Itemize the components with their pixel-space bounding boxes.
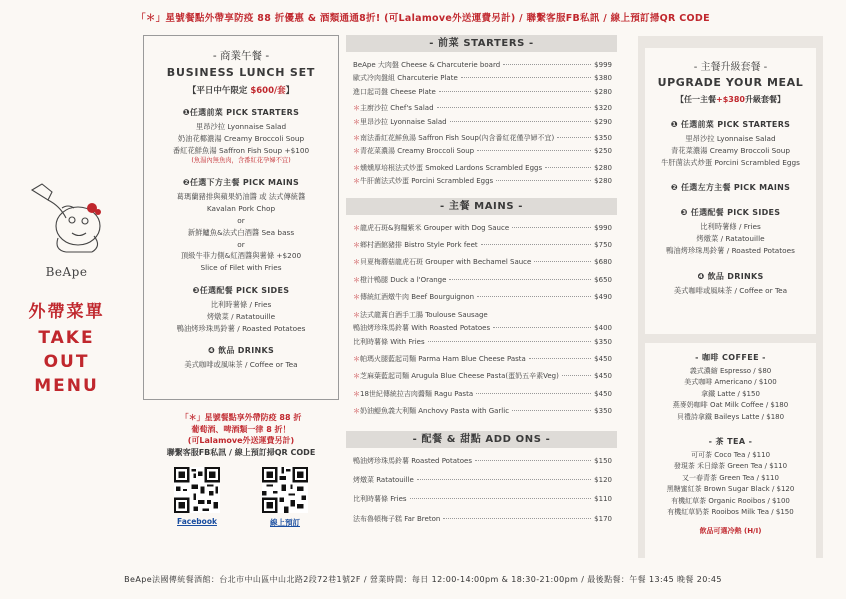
menu-item-row [346,513,617,526]
menu-item-price: $150 [594,456,612,465]
menu-item-row [346,353,617,366]
menu-item-text: 鴨油烤珍珠馬鈴薯 Roasted Potatoes [353,456,472,465]
dot-leader [417,479,591,480]
tea-header: - 茶 TEA - [708,437,753,447]
booking-link[interactable]: 線上預訂 [270,518,300,527]
list-item: Kavalan Pork Chop [206,204,276,214]
dot-leader [512,227,591,228]
lunch-subtitle [150,84,332,96]
list-item: 燕麥奶咖啡 Oat Milk Coffee / $180 [672,401,789,410]
lunch-sub-suffix: 】 [285,86,295,96]
menu-title-take: TAKE [38,328,95,348]
star-mark: ＊ [353,407,360,416]
promo-line: 葡萄酒、啤酒類一律 8 折！ [191,424,291,434]
lunch-title-zh: - 商業午餐 - [212,50,270,62]
menu-item-text: 18世紀傳統拉吉肉醬麵 Ragu Pasta [360,389,474,398]
menu-item-name [353,132,554,145]
menu-item-name [353,493,407,506]
menu-item-name [353,370,559,383]
menu-title-en [0,326,133,398]
menu-item-text: 燻燻厚培根法式炒蛋 Smoked Lardons Scrambled Eggs [360,163,543,172]
dot-leader [512,410,591,411]
brand-column [0,178,133,398]
menu-item-text: 貝夏梅蘑菇龍虎石斑 Grouper with Bechamel Sauce [360,258,532,267]
list-item: 黑糖蜜紅茶 Brown Sugar Black / $120 [666,485,795,494]
star-mark: ＊ [353,147,360,156]
dot-leader [443,518,591,519]
menu-item-price: $750 [594,241,612,250]
menu-item-row [346,145,617,158]
upgrade-step-sides: ❸ 任選配餐 PICK SIDES [680,208,781,218]
menu-item-row [346,175,617,188]
menu-item-row [346,116,617,129]
menu-item-text: 歐式冷肉盤組 Charcuterie Plate [353,74,458,83]
brand-name: BeApe [45,265,88,279]
promo-line: 「＊」星號餐點享外帶防疫 88 折 [180,413,302,422]
menu-item-name [353,322,490,335]
menu-item-name [353,72,458,85]
menu-item-text: 法布魯頓梅子糕 Far Breton [353,514,441,523]
menu-item-row [346,162,617,175]
lunch-sub-prefix: 【平日中午限定 [187,86,251,96]
addons-header: - 配餐 & 甜點 ADD ONS - [346,431,617,448]
list-item: 青花菜濃湯 Creamy Broccoli Soup [671,145,790,155]
menu-item-name [353,513,440,526]
menu-item-row [346,239,617,252]
coffee-card [645,343,816,431]
dot-leader [475,460,591,461]
list-item: 烤燉菜 / Ratatouille [206,311,276,321]
menu-item-row [346,336,617,349]
qr-row [143,467,339,528]
business-lunch-column [143,35,339,528]
starters-header: - 前菜 STARTERS - [346,35,617,52]
menu-item-text: 主廚沙拉 Chef's Salad [360,104,434,113]
list-item: 新鮮鱸魚&法式白酒醬 Sea bass [187,227,295,237]
upgrade-sub-prefix: 【任一主餐 [676,95,717,104]
list-item: 美式咖啡或風味茶 / Coffee or Tea [673,285,788,295]
mains-list [346,222,617,419]
dot-leader [477,296,591,297]
menu-item-text: 帕瑪火腿藍起司麵 Parma Ham Blue Cheese Pasta [360,354,526,363]
menu-item-price: $280 [594,163,612,172]
menu-item-row [346,322,617,335]
menu-item-text: 奶油鯷魚義大利麵 Anchovy Pasta with Garlic [360,407,510,416]
menu-item-name [353,102,434,115]
list-item: 又一春青茶 Green Tea / $110 [682,473,779,482]
menu-item-price: $450 [594,389,612,398]
star-mark: ＊ [353,177,360,186]
list-item: 發現茶 禾日綠茶 Green Tea / $110 [673,462,788,471]
menu-item-row [346,309,617,322]
star-mark: ＊ [353,310,360,319]
list-item: 美式咖啡 Americano / $100 [684,378,777,387]
list-item: 貝禮詩拿鐵 Baileys Latte / $180 [676,412,785,421]
menu-item-name [353,175,493,188]
menu-title-out: OUT [43,352,90,372]
menu-item-row [346,493,617,506]
menu-item-text: 橙汁鴨腿 Duck a l'Orange [360,275,447,284]
list-item: or [237,215,245,225]
star-mark: ＊ [353,163,360,172]
star-mark: ＊ [353,354,360,363]
upgrade-step-starters: ❶ 任選前菜 PICK STARTERS [670,120,791,129]
dot-leader [493,327,591,328]
qr-code-icon[interactable] [262,467,308,513]
a-la-carte-column [346,35,617,526]
list-item: 美式咖啡或風味茶 / Coffee or Tea [184,360,298,370]
menu-item-row [346,291,617,304]
list-item: 葛瑪蘭豬排與蘋果奶油醬 或 法式傳統醬 [176,192,306,202]
menu-item-name [353,474,414,487]
list-item: Slice of Filet with Fries [200,263,282,273]
menu-item-price: $320 [594,104,612,113]
ape-logo-icon [22,178,112,263]
starter-note: (魚湯內無魚肉，含番紅花孕婦不宜) [191,157,291,165]
upgrade-step-mains: ❷ 任選左方主餐 PICK MAINS [670,183,791,193]
menu-item-name [353,309,488,322]
list-item: 里昂沙拉 Lyonnaise Salad [195,122,287,131]
menu-item-row [346,370,617,383]
menu-item-row [346,405,617,418]
menu-item-price: $280 [594,177,612,186]
menu-item-text: 傳統紅酒燉牛肉 Beef Bourguignon [360,293,475,302]
star-mark: ＊ [353,134,360,143]
top-notice: 「＊」星號餐點外帶享防疫 88 折優惠 & 酒類通通8折! (可Lalamove外送運費另計) / 聯繫客服FB私訊 / 線上預訂掃QR CODE [136,13,710,24]
dot-leader [534,261,591,262]
menu-item-name [353,388,473,401]
menu-item-price: $170 [594,514,612,523]
dot-leader [437,107,592,108]
menu-item-name [353,116,447,129]
menu-item-text: 牛肝菌法式炒蛋 Porcini Scrambled Eggs [360,177,494,186]
list-item: 烤燉菜 / Ratatouille [696,234,765,244]
menu-item-name [353,86,436,99]
dot-leader [562,375,591,376]
star-mark: ＊ [353,389,360,398]
menu-item-row [346,132,617,145]
menu-item-text: 鄉村酒館豬排 Bistro Style Pork feet [360,241,478,250]
lunch-step-starters: ❶任選前菜 PICK STARTERS [182,108,300,117]
menu-item-row [346,59,617,72]
menu-item-text: 芝麻葉藍起司麵 Arugula Blue Cheese Pasta(蛋奶五辛素Veg) [360,372,559,381]
menu-title-zh: 外帶菜單 [28,302,105,322]
menu-item-row [346,274,617,287]
business-lunch-box [143,35,339,400]
dot-leader [481,244,592,245]
menu-item-text: 進口起司盤 Cheese Plate [353,87,436,96]
menu-item-name [353,162,542,175]
menu-item-price: $290 [594,117,612,126]
menu-item-name [353,353,526,366]
list-item: 里昂沙拉 Lyonnaise Salad [685,134,776,143]
menu-item-name [353,274,446,287]
dot-leader [410,498,592,499]
menu-item-name [353,239,478,252]
promo-line: 聯繫客服FB私訊 / 線上預訂掃QR CODE [166,447,316,457]
menu-item-name [353,256,531,269]
dot-leader [496,180,591,181]
menu-item-text: 里昂沙拉 Lyonnaise Salad [360,117,447,126]
upgrade-card [645,48,816,334]
menu-item-row [346,222,617,235]
menu-item-row [346,102,617,115]
menu-item-text: 比利時薯條 Fries [353,495,407,504]
menu-item-text: 青花菜濃湯 Creamy Broccoli Soup [360,147,475,156]
list-item: or [237,239,245,249]
menu-item-text: 法式龍蒿白酒手工腸 Toulouse Sausage [360,310,488,319]
star-mark: ＊ [353,258,360,267]
menu-item-text: 鴨油烤珍珠馬鈴薯 With Roasted Potatoes [353,324,491,333]
upgrade-title-en: UPGRADE YOUR MEAL [657,76,804,89]
list-item: 鴨油烤珍珠馬鈴薯 / Roasted Potatoes [176,323,306,333]
upgrade-title-zh: - 主餐升級套餐 - [693,62,768,73]
list-item: 頂級牛菲力側&紅酒醬與薯條 +$200 [180,251,302,261]
menu-item-name [353,455,472,468]
menu-item-row [346,474,617,487]
menu-item-price: $650 [594,275,612,284]
footer-info: BeApe法國傳統餐酒館：台北市中山區中山北路2段72巷1號2F / 營業時間：每日 12:00-14:00pm & 18:30-21:00pm / 最後點餐：午餐 13:45 晚餐 20:45 [124,575,722,584]
dot-leader [428,341,592,342]
menu-item-text: 南法番紅花鮮魚湯 Saffron Fish Soup(內含番紅花僅孕婦不宜) [360,134,555,143]
booking-qr[interactable] [262,467,308,528]
menu-item-price: $400 [594,324,612,333]
menu-item-name [353,145,474,158]
menu-item-price: $350 [594,337,612,346]
star-mark: ＊ [353,372,360,381]
menu-item-price: $990 [594,223,612,232]
menu-item-price: $450 [594,372,612,381]
dot-leader [476,393,591,394]
menu-item-name [353,222,509,235]
upgrade-sub-suffix: 升級套餐】 [744,95,785,104]
menu-item-text: 烤燉菜 Ratatouille [353,475,414,484]
menu-item-price: $120 [594,475,612,484]
lunch-step-mains: ❷任選下方主餐 PICK MAINS [182,178,300,188]
list-item: 鴨油烤珍珠馬鈴薯 / Roasted Potatoes [666,245,795,255]
mains-header: - 主餐 MAINS - [346,198,617,215]
menu-item-price: $350 [594,407,612,416]
menu-item-name [353,291,474,304]
tea-card [645,431,816,561]
starters-list [346,59,617,189]
dot-leader [557,137,591,138]
list-item: 拿鐵 Latte / $150 [701,389,760,398]
star-mark: ＊ [353,223,360,232]
menu-item-price: $250 [594,147,612,156]
promo-line: (可Lalamove外送運費另計) [187,436,295,445]
menu-item-text: 比利時薯條 With Fries [353,337,425,346]
upgrade-step-drinks: ❹ 飲品 DRINKS [697,271,764,281]
list-item: 有機紅草奶茶 Rooibos Milk Tea / $150 [667,508,794,517]
list-item: 比利時薯條 / Fries [700,222,761,232]
dot-leader [461,77,591,78]
menu-item-name [353,59,500,72]
menu-item-row [346,72,617,85]
addons-list [346,455,617,527]
menu-item-text: 龍虎石斑&狗糧紫米 Grouper with Dog Sauce [360,223,510,232]
star-mark: ＊ [353,117,360,126]
menu-item-name [353,336,425,349]
menu-item-price: $350 [594,134,612,143]
menu-item-price: $110 [594,495,612,504]
menu-item-name [353,405,509,418]
dot-leader [545,167,591,168]
promo-block [143,412,339,458]
star-mark: ＊ [353,104,360,113]
list-item: 番紅花鮮魚湯 Saffron Fish Soup +$100 [172,145,310,155]
list-item: 義式濃縮 Espresso / $80 [689,367,772,375]
dot-leader [449,279,591,280]
drink-temp-note: 飲品可選冷熱 (H/I) [699,527,762,536]
list-item: 有機紅草茶 Organic Rooibos / $100 [671,496,790,505]
list-item: 比利時薯條 / Fries [210,299,272,309]
coffee-header: - 咖啡 COFFEE - [695,353,766,362]
menu-item-text: BeApe 大肉盤 Cheese & Charcuterie board [353,61,501,69]
facebook-qr[interactable] [174,467,220,528]
dot-leader [477,150,591,151]
menu-item-price: $490 [594,293,612,302]
menu-item-price: $999 [594,61,612,69]
menu-item-price: $450 [594,354,612,363]
menu-item-row [346,86,617,99]
menu-item-price: $280 [594,87,612,96]
upgrade-price: +$380 [716,95,745,104]
qr-code-icon[interactable] [174,467,220,513]
list-item: 奶油花椰濃湯 Creamy Broccoli Soup [177,133,305,143]
list-item: 可可茶 Coco Tea / $110 [690,451,771,460]
facebook-link[interactable]: Facebook [177,517,217,526]
dot-leader [439,91,591,92]
lunch-step-drinks: ❹ 飲品 DRINKS [207,346,275,356]
dot-leader [503,64,591,65]
star-mark: ＊ [353,293,360,302]
menu-item-row [346,455,617,468]
menu-title-menu: MENU [34,376,99,396]
lunch-price: $600/套 [250,86,286,96]
dot-leader [450,121,592,122]
list-item: 牛肝菌法式炒蛋 Porcini Scrambled Eggs [661,157,800,167]
star-mark: ＊ [353,241,360,250]
upgrade-column [638,36,823,558]
upgrade-subtitle [649,94,812,105]
lunch-title-en: BUSINESS LUNCH SET [166,66,316,79]
menu-item-row [346,256,617,269]
dot-leader [529,358,591,359]
lunch-step-sides: ❸任選配餐 PICK SIDES [192,285,290,295]
menu-item-price: $680 [594,258,612,267]
star-mark: ＊ [353,275,360,284]
menu-item-price: $380 [594,74,612,83]
menu-item-row [346,388,617,401]
